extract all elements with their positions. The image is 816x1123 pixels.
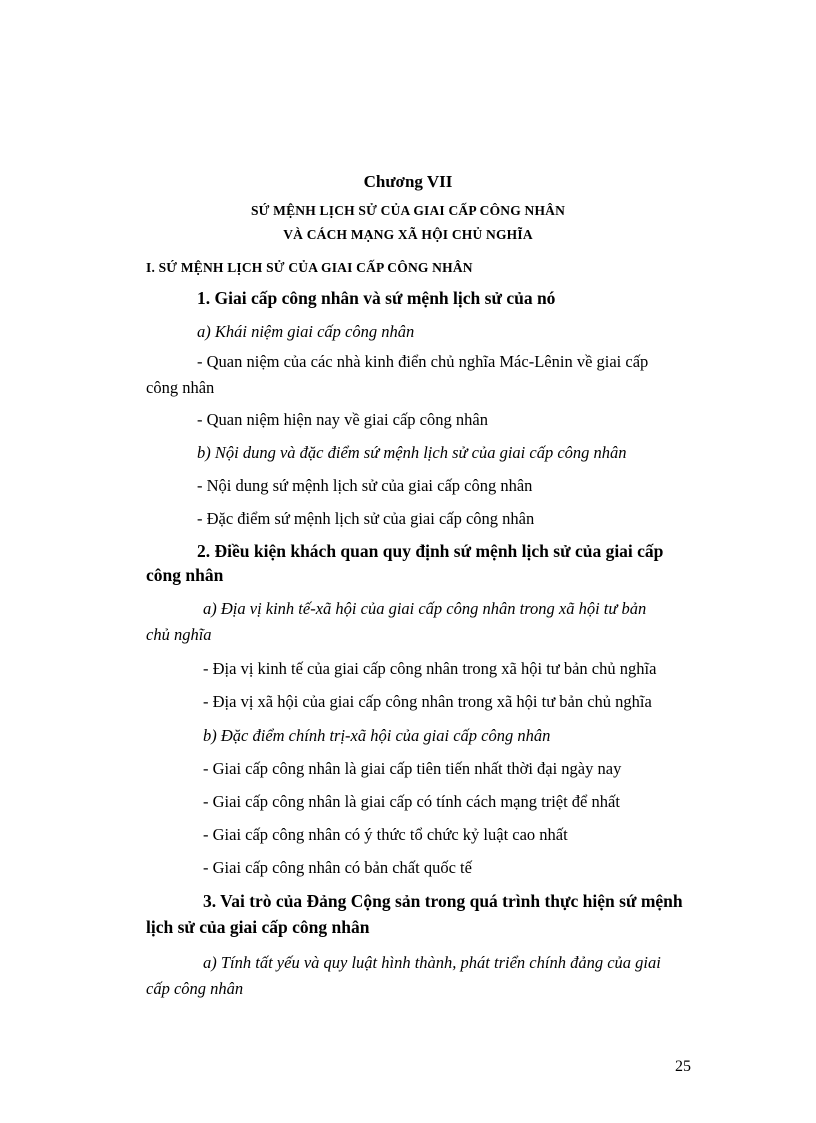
bullet-line: - Giai cấp công nhân là giai cấp có tính cách mạng triệt để nhất	[203, 792, 620, 811]
heading-2-line-1: 2. Điều kiện khách quan quy định sứ mệnh lịch sử của giai cấp	[197, 541, 664, 561]
bullet-line: - Giai cấp công nhân có ý thức tổ chức kỷ luật cao nhất	[203, 825, 568, 844]
subheading-2a-line-1: a) Địa vị kinh tế-xã hội của giai cấp công nhân trong xã hội tư bản	[203, 599, 647, 618]
subheading-3a-line-1: a) Tính tất yếu và quy luật hình thành, phát triển chính đảng của giai	[203, 953, 661, 972]
chapter-title: Chương VII	[363, 172, 453, 191]
bullet-line-continuation: công nhân	[146, 378, 215, 397]
heading-3-line-2: lịch sử của giai cấp công nhân	[146, 917, 370, 937]
page-number: 25	[675, 1058, 691, 1075]
bullet-line: - Địa vị kinh tế của giai cấp công nhân trong xã hội tư bản chủ nghĩa	[203, 659, 657, 678]
bullet-line: - Giai cấp công nhân có bản chất quốc tế	[203, 858, 472, 877]
bullet-line: - Địa vị xã hội của giai cấp công nhân trong xã hội tư bản chủ nghĩa	[203, 692, 652, 711]
subheading-1b: b) Nội dung và đặc điểm sứ mệnh lịch sử của giai cấp công nhân	[197, 443, 627, 462]
subheading-2a-line-2: chủ nghĩa	[146, 625, 212, 644]
bullet-line: - Quan niệm hiện nay về giai cấp công nhân	[197, 410, 488, 429]
subheading-2b: b) Đặc điểm chính trị-xã hội của giai cấp công nhân	[203, 726, 551, 745]
heading-3-line-1: 3. Vai trò của Đảng Cộng sản trong quá trình thực hiện sứ mệnh	[203, 891, 683, 911]
heading-1: 1. Giai cấp công nhân và sứ mệnh lịch sử của nó	[197, 288, 556, 308]
bullet-line: - Nội dung sứ mệnh lịch sử của giai cấp công nhân	[197, 476, 533, 495]
bullet-line: - Giai cấp công nhân là giai cấp tiên tiến nhất thời đại ngày nay	[203, 759, 622, 778]
bullet-line: - Đặc điểm sứ mệnh lịch sử của giai cấp công nhân	[197, 509, 535, 528]
section-heading-I: I. SỨ MỆNH LỊCH SỬ CỦA GIAI CẤP CÔNG NHÂN	[146, 260, 473, 275]
chapter-subtitle-line-2: VÀ CÁCH MẠNG XÃ HỘI CHỦ NGHĨA	[283, 227, 533, 242]
subheading-1a: a) Khái niệm giai cấp công nhân	[197, 322, 415, 341]
chapter-subtitle-line-1: SỨ MỆNH LỊCH SỬ CỦA GIAI CẤP CÔNG NHÂN	[250, 203, 566, 218]
heading-2-line-2: công nhân	[146, 565, 224, 585]
subheading-3a-line-2: cấp công nhân	[146, 979, 244, 998]
bullet-line: - Quan niệm của các nhà kinh điển chủ nghĩa Mác-Lênin về giai cấp	[197, 352, 649, 371]
